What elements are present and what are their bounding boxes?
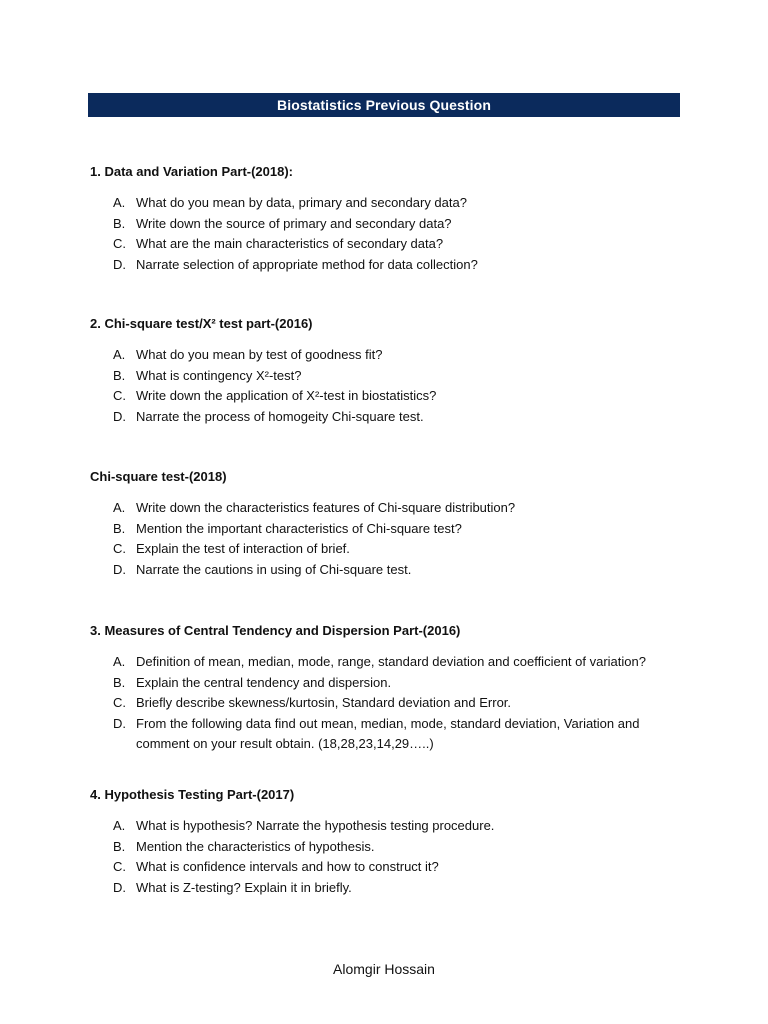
question-item [90,255,676,276]
question-letter: B. [113,367,126,383]
question-text: What do you mean by test of goodness fit? [136,347,383,362]
question-item [90,498,676,519]
question-text: From the following data find out mean, median, mode, standard deviation, Variation and comment on your result obtain. (18,28,23,14,29…..) [136,715,640,751]
section-heading: 2. Chi-square test/X² test part-(2016) [90,316,313,331]
question-item [90,673,676,694]
question-text: Mention the characteristics of hypothesis. [136,838,375,854]
section-hypothesis-testing [90,787,690,898]
document-title: Biostatistics Previous Question [88,93,680,117]
question-item [90,560,676,581]
question-letter: D. [113,879,126,895]
question-list [90,816,690,898]
question-item [90,386,676,407]
question-text: Explain the test of interaction of brief. [136,541,350,556]
question-text: What do you mean by data, primary and secondary data? [136,195,467,210]
question-item [90,407,676,428]
question-letter: C. [113,541,126,556]
section-heading: 4. Hypothesis Testing Part-(2017) [90,787,295,802]
question-item [90,366,676,387]
question-letter: D. [113,408,126,424]
question-text: Narrate selection of appropriate method for data collection? [136,256,478,272]
question-text: Write down the characteristics features of Chi-square distribution? [136,500,516,515]
question-letter: D. [113,256,126,272]
question-text: What are the main characteristics of secondary data? [136,236,444,251]
question-item [90,857,676,878]
section-heading: 3. Measures of Central Tendency and Dispersion Part-(2016) [90,623,461,638]
question-item [90,234,676,255]
question-text: Explain the central tendency and dispersion. [136,674,392,690]
question-letter: D. [113,561,126,577]
question-letter: B. [113,215,126,231]
section-heading: Chi-square test-(2018) [90,469,227,484]
section-heading: 1. Data and Variation Part-(2018): [90,164,294,179]
question-item [90,539,676,560]
question-letter: C. [113,388,126,403]
question-letter: A. [113,347,126,362]
section-central-tendency [90,623,690,755]
question-letter: C. [113,236,126,251]
section-chi-square-2018 [90,469,690,580]
author-footer: Alomgir Hossain [333,961,435,977]
question-item [90,519,676,540]
question-text: Briefly describe skewness/kurtosin, Standard deviation and Error. [136,695,512,710]
question-item [90,214,676,235]
question-item [90,816,676,837]
question-letter: B. [113,838,126,854]
question-list [90,193,690,275]
question-letter: C. [113,695,126,710]
question-text: Definition of mean, median, mode, range, standard deviation and coefficient of variation? [136,654,646,669]
question-letter: A. [113,818,126,833]
question-letter: A. [113,195,126,210]
question-text: Mention the important characteristics of Chi-square test? [136,520,462,536]
question-text: Write down the application of X²-test in biostatistics? [136,388,437,403]
question-item [90,345,676,366]
question-letter: A. [113,654,126,669]
question-item [90,837,676,858]
question-letter: B. [113,520,126,536]
section-data-variation [90,164,690,275]
question-text: What is hypothesis? Narrate the hypothesis testing procedure. [136,818,495,833]
question-text: What is Z-testing? Explain it in briefly. [136,879,352,895]
question-letter: D. [113,715,126,731]
question-list [90,498,690,580]
question-list [90,345,690,427]
question-letter: B. [113,674,126,690]
question-item [90,652,676,673]
section-chi-square-2016 [90,316,690,427]
question-text: What is contingency X²-test? [136,367,302,383]
question-item [90,714,676,755]
question-item [90,693,676,714]
question-letter: C. [113,859,126,874]
question-item [90,878,676,899]
question-text: Narrate the process of homogeity Chi-square test. [136,408,424,424]
question-item [90,193,676,214]
question-text: Narrate the cautions in using of Chi-square test. [136,561,412,577]
question-text: What is confidence intervals and how to construct it? [136,859,439,874]
question-list [90,652,690,755]
question-text: Write down the source of primary and secondary data? [136,215,452,231]
question-letter: A. [113,500,126,515]
